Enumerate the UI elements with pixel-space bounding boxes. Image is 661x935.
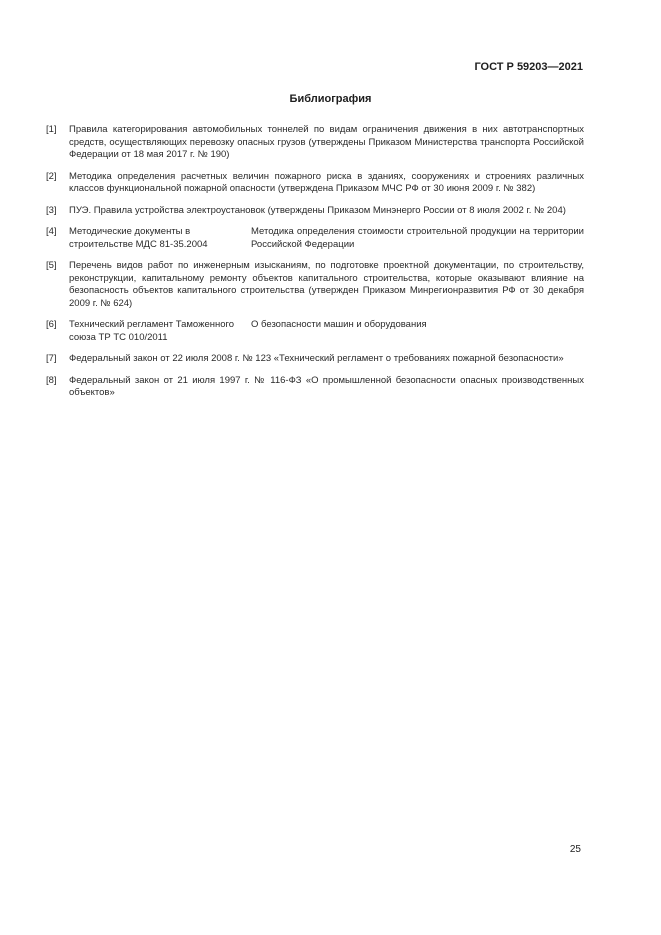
entry-document-title: О безопасности машин и оборудования — [251, 319, 427, 330]
entry-number: [2] — [46, 170, 57, 182]
page-title: Библиография — [289, 93, 372, 105]
entry-number: [4] — [46, 226, 57, 237]
bibliography-entry-3 — [46, 205, 584, 218]
entry-two-column — [69, 319, 584, 344]
entry-text: ПУЭ. Правила устройства электроустановок (утверждены Приказом Минэнерго России от 8 июля 2002 г. № 204) — [69, 204, 566, 216]
entry-number: [7] — [46, 353, 57, 364]
entry-text: Федеральный закон от 22 июля 2008 г. № 123 «Технический регламент о требованиях пожарной безопасности» — [69, 353, 564, 364]
entry-text: Перечень видов работ по инженерным изысканиям, по подготовке проектной документации, по строительству, реконструкции, капитальному ремонту объектов капитального строительства, которые оказывают влияние на безопасность объектов капитального строительства (утвержден Приказом Минрегионразвития РФ от 30 декабря 2009 г. № 624) — [69, 260, 584, 309]
bibliography-entry-5 — [46, 260, 584, 310]
entry-text: Методика определения расчетных величин пожарного риска в зданиях, сооружениях и строениях различных классов функциональной пожарной опасности (утверждена Приказом МЧС РФ от 30 июня 2009 г. № 382) — [69, 170, 584, 194]
entry-text: Правила категорирования автомобильных тоннелей по видам ограничения движения в них автотранспортных средств, осуществляющих перевозку опасных грузов (утверждены Приказом Министерства транспорта Российской Федерации от 18 мая 2017 г. № 190) — [69, 124, 584, 160]
entry-number: [6] — [46, 319, 57, 330]
bibliography-entry-2 — [46, 171, 584, 196]
document-code: ГОСТ Р 59203—2021 — [474, 61, 583, 73]
bibliography-entry-7 — [46, 353, 584, 366]
bibliography-entry-6 — [46, 319, 584, 344]
page-number: 25 — [569, 844, 581, 855]
bibliography-entry-8 — [46, 375, 584, 400]
entry-text: Федеральный закон от 21 июля 1997 г. № 116-ФЗ «О промышленной безопасности опасных производственных объектов» — [69, 374, 584, 398]
entry-document-title: Методика определения стоимости строительной продукции на территории Российской Федерации — [251, 226, 584, 250]
entry-number: [3] — [46, 204, 57, 216]
entry-number: [1] — [46, 124, 57, 135]
bibliography-list — [46, 124, 584, 409]
entry-two-column — [69, 226, 584, 251]
entry-number: [8] — [46, 374, 57, 386]
bibliography-entry-4 — [46, 226, 584, 251]
entry-number: [5] — [46, 260, 57, 271]
entry-document-designation: Технический регламент Таможенного союза ТР ТС 010/2011 — [69, 319, 235, 343]
bibliography-entry-1 — [46, 124, 584, 162]
entry-document-designation: Методические документы в строительстве МДС 81-35.2004 — [69, 226, 208, 250]
